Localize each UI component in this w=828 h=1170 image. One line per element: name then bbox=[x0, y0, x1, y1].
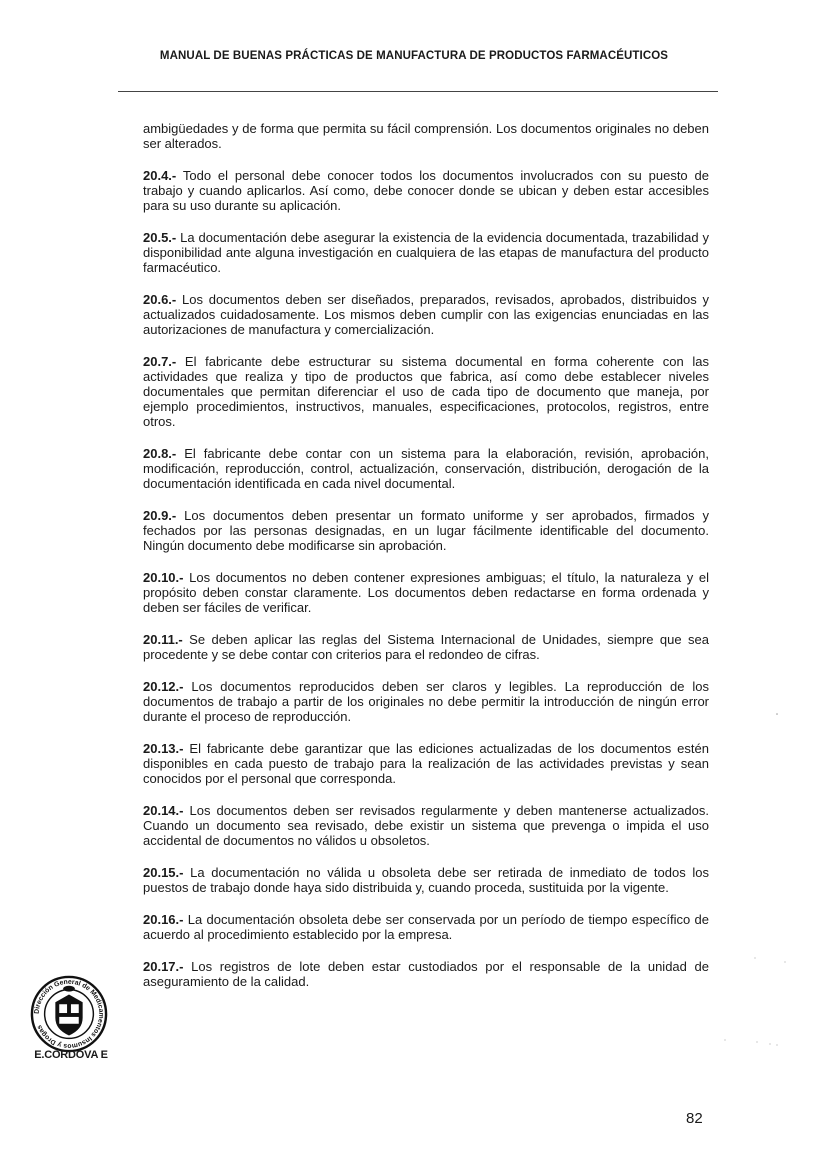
paragraph-number: 20.13.- bbox=[143, 741, 184, 756]
paragraph-text: El fabricante debe estructurar su sistema documental en forma coherente con las actividades que realiza y tipo de productos que fabrica, así como debe establecer niveles documentales que permitan diferenciar el uso de cada tipo de documento que maneja, por ejemplo procedimientos, instructivos, manuales, especificaciones, protocolos, registros, entre otros. bbox=[143, 354, 709, 429]
paragraph bbox=[143, 354, 709, 429]
paragraph-text: Los documentos deben ser revisados regularmente y deben mantenerse actualizados. Cuando un documento sea revisado, debe existir un sistema que prevenga o impida el uso accidental de documentos no válidos u obsoletos. bbox=[143, 803, 709, 848]
page-number: 82 bbox=[686, 1110, 703, 1127]
paragraph-number: 20.15.- bbox=[143, 865, 184, 880]
paragraph bbox=[143, 632, 709, 662]
paragraph bbox=[143, 741, 709, 786]
paragraph bbox=[143, 679, 709, 724]
paragraph-number: 20.11.- bbox=[143, 632, 183, 647]
scan-specks bbox=[715, 700, 805, 1060]
page-header: MANUAL DE BUENAS PRÁCTICAS DE MANUFACTURA DE PRODUCTOS FARMACÉUTICOS bbox=[159, 50, 669, 62]
paragraph bbox=[143, 570, 709, 615]
paragraph-number: 20.16.- bbox=[143, 912, 184, 927]
paragraph-text: Se deben aplicar las reglas del Sistema Internacional de Unidades, siempre que sea procedente y se debe contar con criterios para el redondeo de cifras. bbox=[143, 632, 709, 662]
paragraph bbox=[143, 865, 709, 895]
paragraph-number: 20.8.- bbox=[143, 446, 177, 461]
paragraph bbox=[143, 121, 709, 151]
header-divider bbox=[118, 91, 718, 92]
paragraph bbox=[143, 292, 709, 337]
paragraph-text: Los documentos deben presentar un formato uniforme y ser aprobados, firmados y fechados por las personas designadas, en un lugar fácilmente identificable del documento. Ningún documento debe modificarse sin aprobación. bbox=[143, 508, 709, 553]
paragraph-number: 20.17.- bbox=[143, 959, 184, 974]
paragraph-number: 20.6.- bbox=[143, 292, 177, 307]
paragraph-number: 20.14.- bbox=[143, 803, 184, 818]
paragraph-text: Los documentos no deben contener expresiones ambiguas; el título, la naturaleza y el propósito deben constar claramente. Los documentos deben redactarse en forma ordenada y deben ser fáciles de verificar. bbox=[143, 570, 709, 615]
paragraph-number: 20.10.- bbox=[143, 570, 184, 585]
paragraph bbox=[143, 230, 709, 275]
paragraph-text: La documentación obsoleta debe ser conservada por un período de tiempo específico de acuerdo al procedimiento establecido por la empresa. bbox=[143, 912, 709, 942]
paragraph bbox=[143, 803, 709, 848]
paragraph bbox=[143, 446, 709, 491]
paragraph-text: La documentación no válida u obsoleta debe ser retirada de inmediato de todos los puestos de trabajo donde haya sido distribuida y, cuando proceda, sustituida por la vigente. bbox=[143, 865, 709, 895]
paragraph-text: El fabricante debe garantizar que las ediciones actualizadas de los documentos estén disponibles en cada puesto de trabajo para la realización de las actividades previstas y sean conocidos por el personal que corresponda. bbox=[143, 741, 709, 786]
document-body bbox=[143, 121, 709, 1006]
official-seal-icon bbox=[30, 975, 108, 1053]
paragraph bbox=[143, 959, 709, 989]
paragraph-number: 20.5.- bbox=[143, 230, 177, 245]
paragraph-text: Los registros de lote deben estar custodiados por el responsable de la unidad de aseguramiento de la calidad. bbox=[143, 959, 709, 989]
paragraph-text: Todo el personal debe conocer todos los documentos involucrados con su puesto de trabajo y cuando aplicarlos. Así como, debe conocer donde se ubican y deben estar accesibles para su uso durante su aplicación. bbox=[143, 168, 709, 213]
paragraph bbox=[143, 508, 709, 553]
paragraph bbox=[143, 912, 709, 942]
paragraph bbox=[143, 168, 709, 213]
paragraph-number: 20.9.- bbox=[143, 508, 177, 523]
paragraph-number: 20.4.- bbox=[143, 168, 177, 183]
paragraph-text: El fabricante debe contar con un sistema para la elaboración, revisión, aprobación, modificación, reproducción, control, actualización, conservación, distribución, derogación de la documentación identificada en cada nivel documental. bbox=[143, 446, 709, 491]
paragraph-text: Los documentos deben ser diseñados, preparados, revisados, aprobados, distribuidos y actualizados cuidadosamente. Los mismos deben cumplir con las exigencias enunciadas en las autorizaciones de manufactura y comercialización. bbox=[143, 292, 709, 337]
paragraph-number: 20.7.- bbox=[143, 354, 177, 369]
svg-text:Dirección General de Medicamen: Dirección General de Medicamentos Insumos y Drogas bbox=[33, 978, 105, 1050]
paragraph-number: 20.12.- bbox=[143, 679, 184, 694]
seal-caption: E.CÓRDOVA E bbox=[34, 1049, 108, 1061]
paragraph-text: La documentación debe asegurar la existencia de la evidencia documentada, trazabilidad y disponibilidad ante alguna investigación en cualquiera de las etapas de manufactura del producto farmacéutico. bbox=[143, 230, 709, 275]
paragraph-text: Los documentos reproducidos deben ser claros y legibles. La reproducción de los documentos de trabajo a partir de los originales no debe permitir la introducción de ningún error durante el proceso de reproducción. bbox=[143, 679, 709, 724]
paragraph-text: ambigüedades y de forma que permita su fácil comprensión. Los documentos originales no deben ser alterados. bbox=[143, 121, 709, 151]
